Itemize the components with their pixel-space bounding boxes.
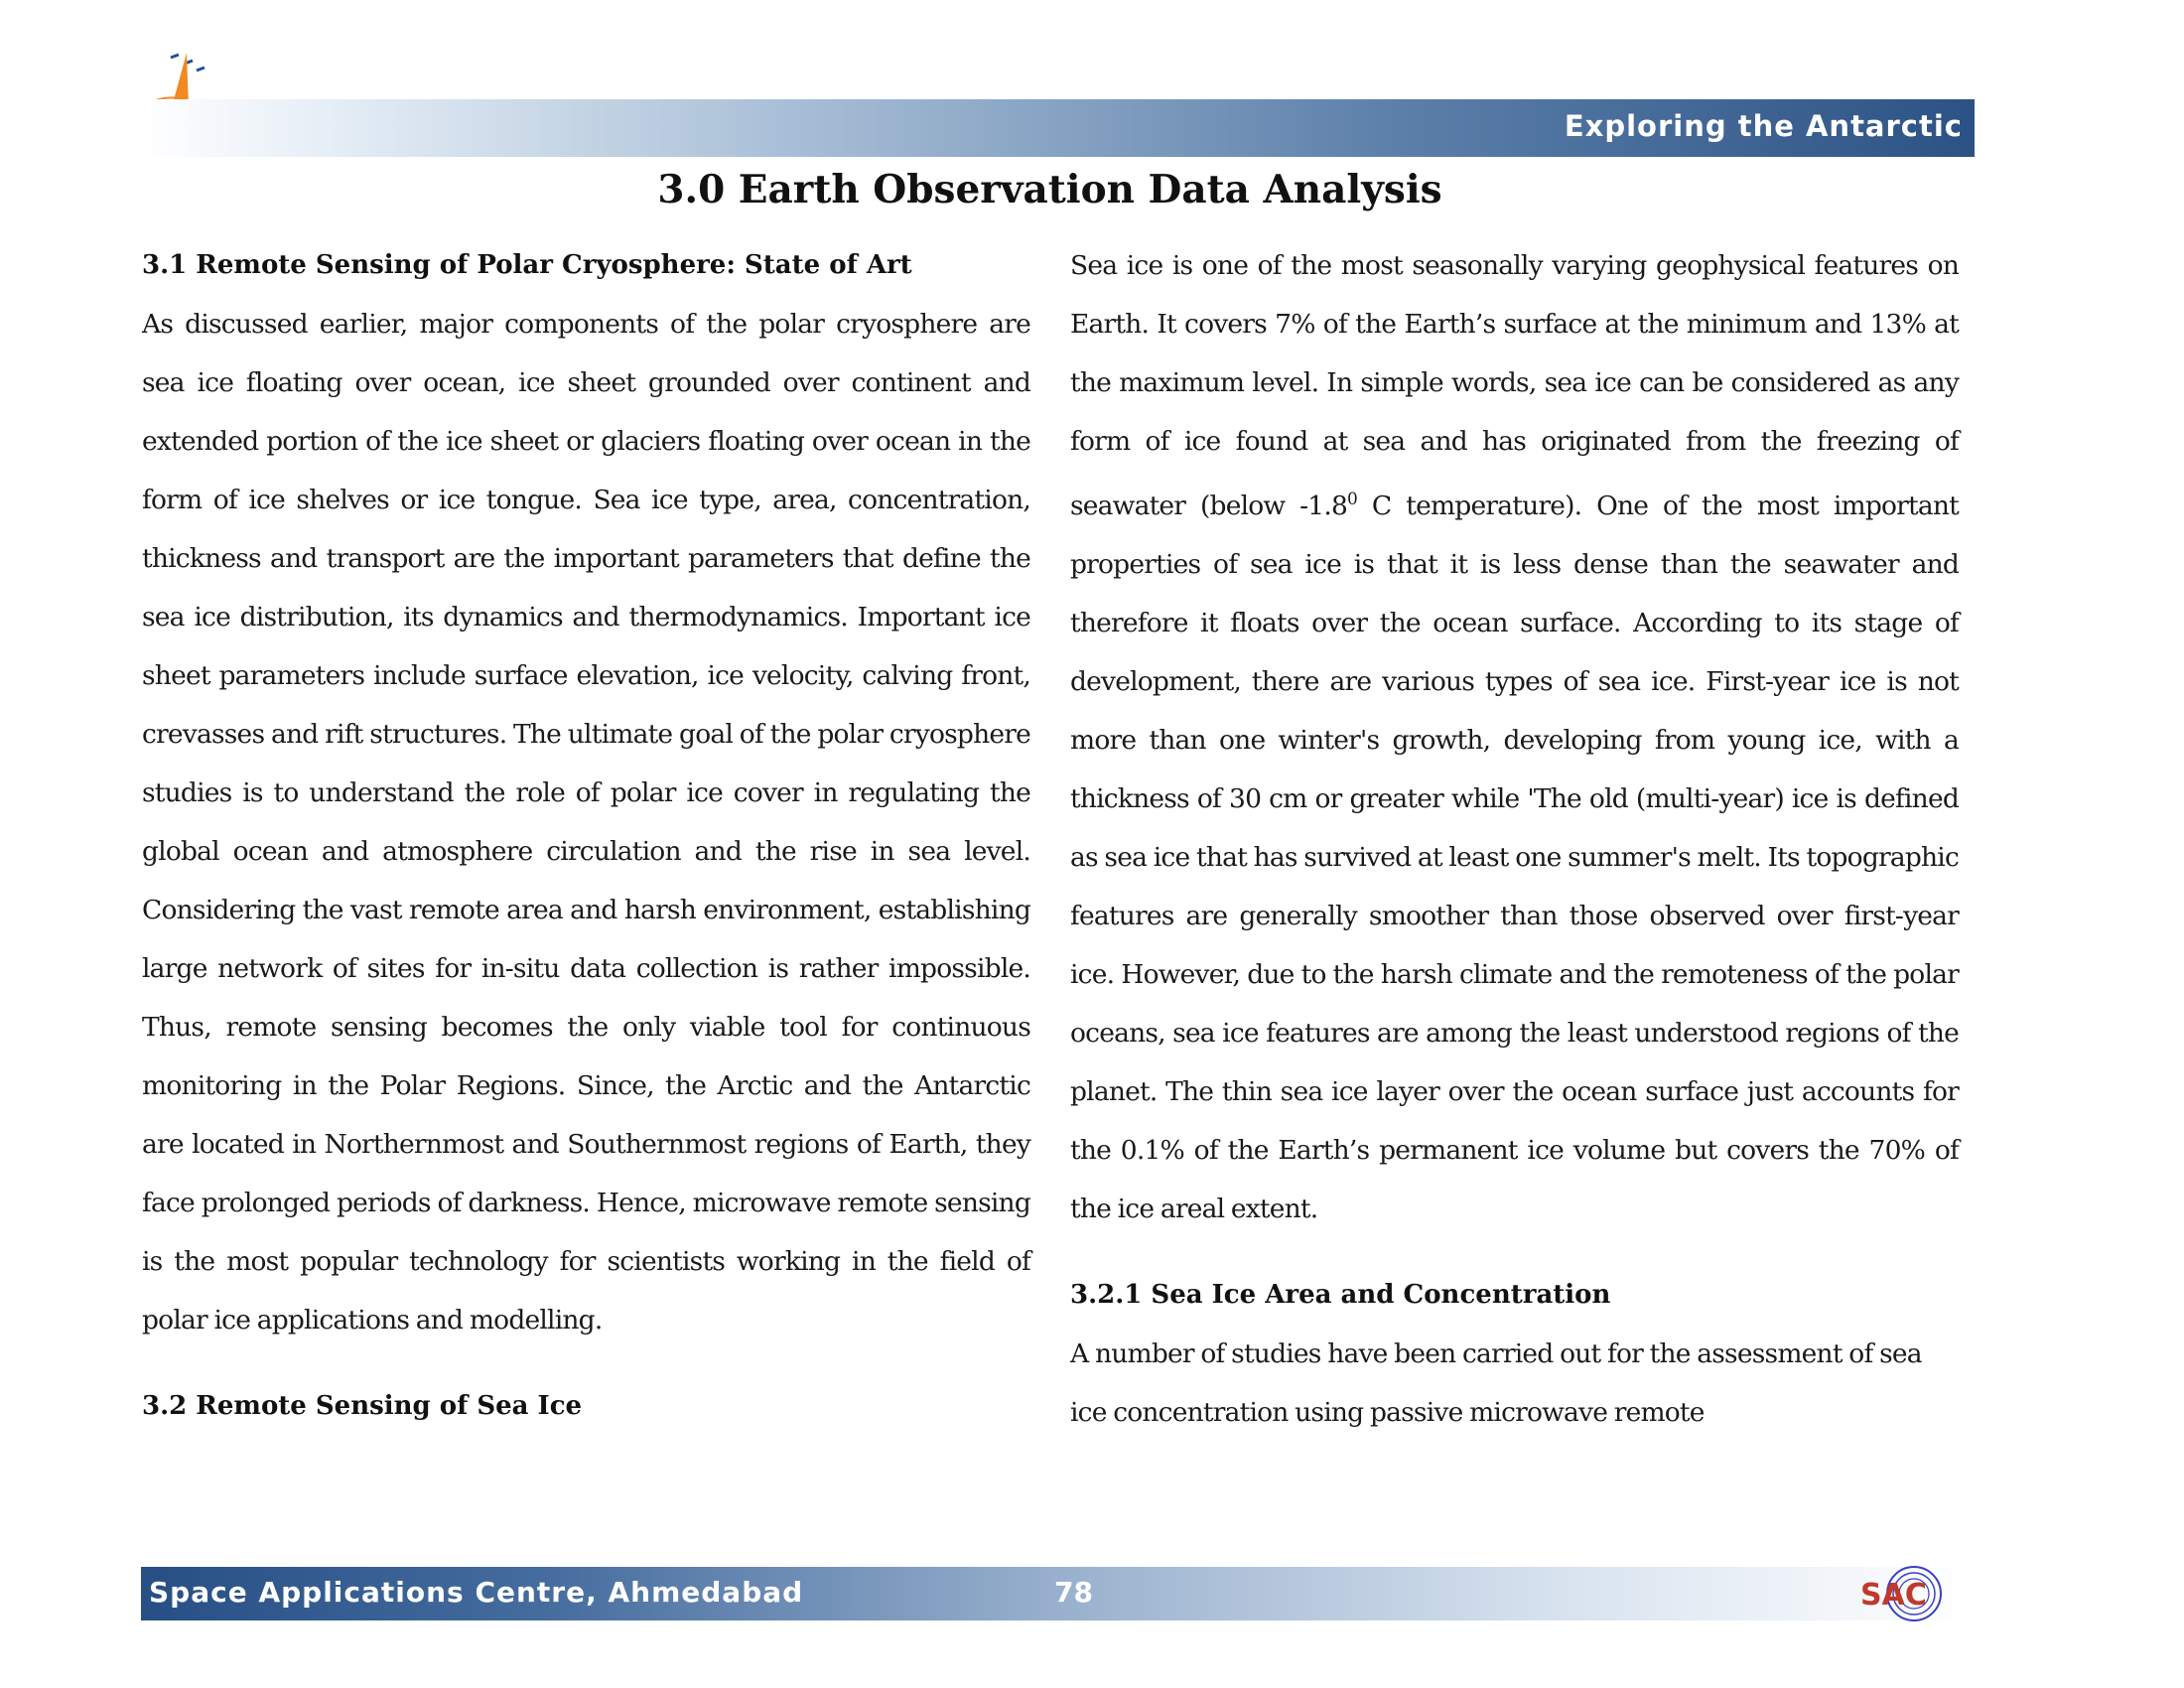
right-column — [1070, 236, 1959, 1442]
paragraph-sea-ice-concentration: A number of studies have been carried out for the assessment of sea ice concentration using passive microwave remote — [1070, 1337, 1922, 1428]
header-band — [141, 99, 1975, 157]
page-number: 78 — [1054, 1576, 1093, 1609]
left-column — [142, 236, 1030, 1436]
section-heading-3-2-1: 3.2.1 Sea Ice Area and Concentration — [1070, 1279, 1611, 1310]
section-heading-3-2: 3.2 Remote Sensing of Sea Ice — [142, 1391, 583, 1421]
paragraph-sea-ice: Sea ice is one of the most seasonally varying geophysical features on Earth. It covers 7% of the Earth’s surface at the minimum and 13% at the maximum level. In simple words, sea ice can be considered as any form of ice found at sea and has originated from the freezing of seawater (below $-1.8^0$ C temperature). One of the most important properties of sea ice is that it is less dense than the seawater and therefore it floats over the ocean surface. According to its stage of development, there are various types of sea ice. First-year ice is not more than one winter's growth, developing from young ice, with a thickness of 30 cm or greater while 'The old (multi-year) ice is defined as sea ice that has survived at least one summer's melt. Its topographic features are generally smoother than those observed over first-year ice. However, due to the harsh climate and the remoteness of the polar oceans, sea ice features are among the least understood regions of the planet. The thin sea ice layer over the ocean surface just accounts for the 0.1% of the Earth’s permanent ice volume but covers the 70% of the ice areal extent. — [1070, 250, 1959, 1224]
sac-logo-icon — [1856, 1565, 1968, 1622]
paragraph-cryosphere: As discussed earlier, major components of the polar cryosphere are sea ice floating over ocean, ice sheet grounded over continent and extended portion of the ice sheet or glaciers floating over ocean in the form of ice shelves or ice tongue. Sea ice type, area, concentration, thickness and transport are the important parameters that define the sea ice distribution, its dynamics and thermodynamics. Important ice sheet parameters include surface elevation, ice velocity, calving front, crevasses and rift structures. The ultimate goal of the polar cryosphere studies is to understand the role of polar ice cover in regulating the global ocean and atmosphere circulation and the rise in sea level. Considering the vast remote area and harsh environment, establishing large network of sites for in-situ data collection is rather impossible. Thus, remote sensing becomes the only viable tool for continuous monitoring in the Polar Regions. Since, the Arctic and the Antarctic are located in Northernmost and Southernmost regions of Earth, they face prolonged periods of darkness. Hence, microwave remote sensing is the most popular technology for scientists working in the field of polar ice applications and modelling. — [142, 309, 1030, 1336]
page-title: 3.0 Earth Observation Data Analysis — [657, 167, 1442, 212]
header-title: Exploring the Antarctic — [1564, 109, 1963, 143]
footer-band — [141, 1567, 1968, 1620]
footer-org: Space Applications Centre, Ahmedabad — [149, 1576, 804, 1609]
sac-logo-text: SAC — [1860, 1578, 1927, 1613]
section-heading-3-1: 3.1 Remote Sensing of Polar Cryosphere: State of Art — [142, 250, 912, 280]
